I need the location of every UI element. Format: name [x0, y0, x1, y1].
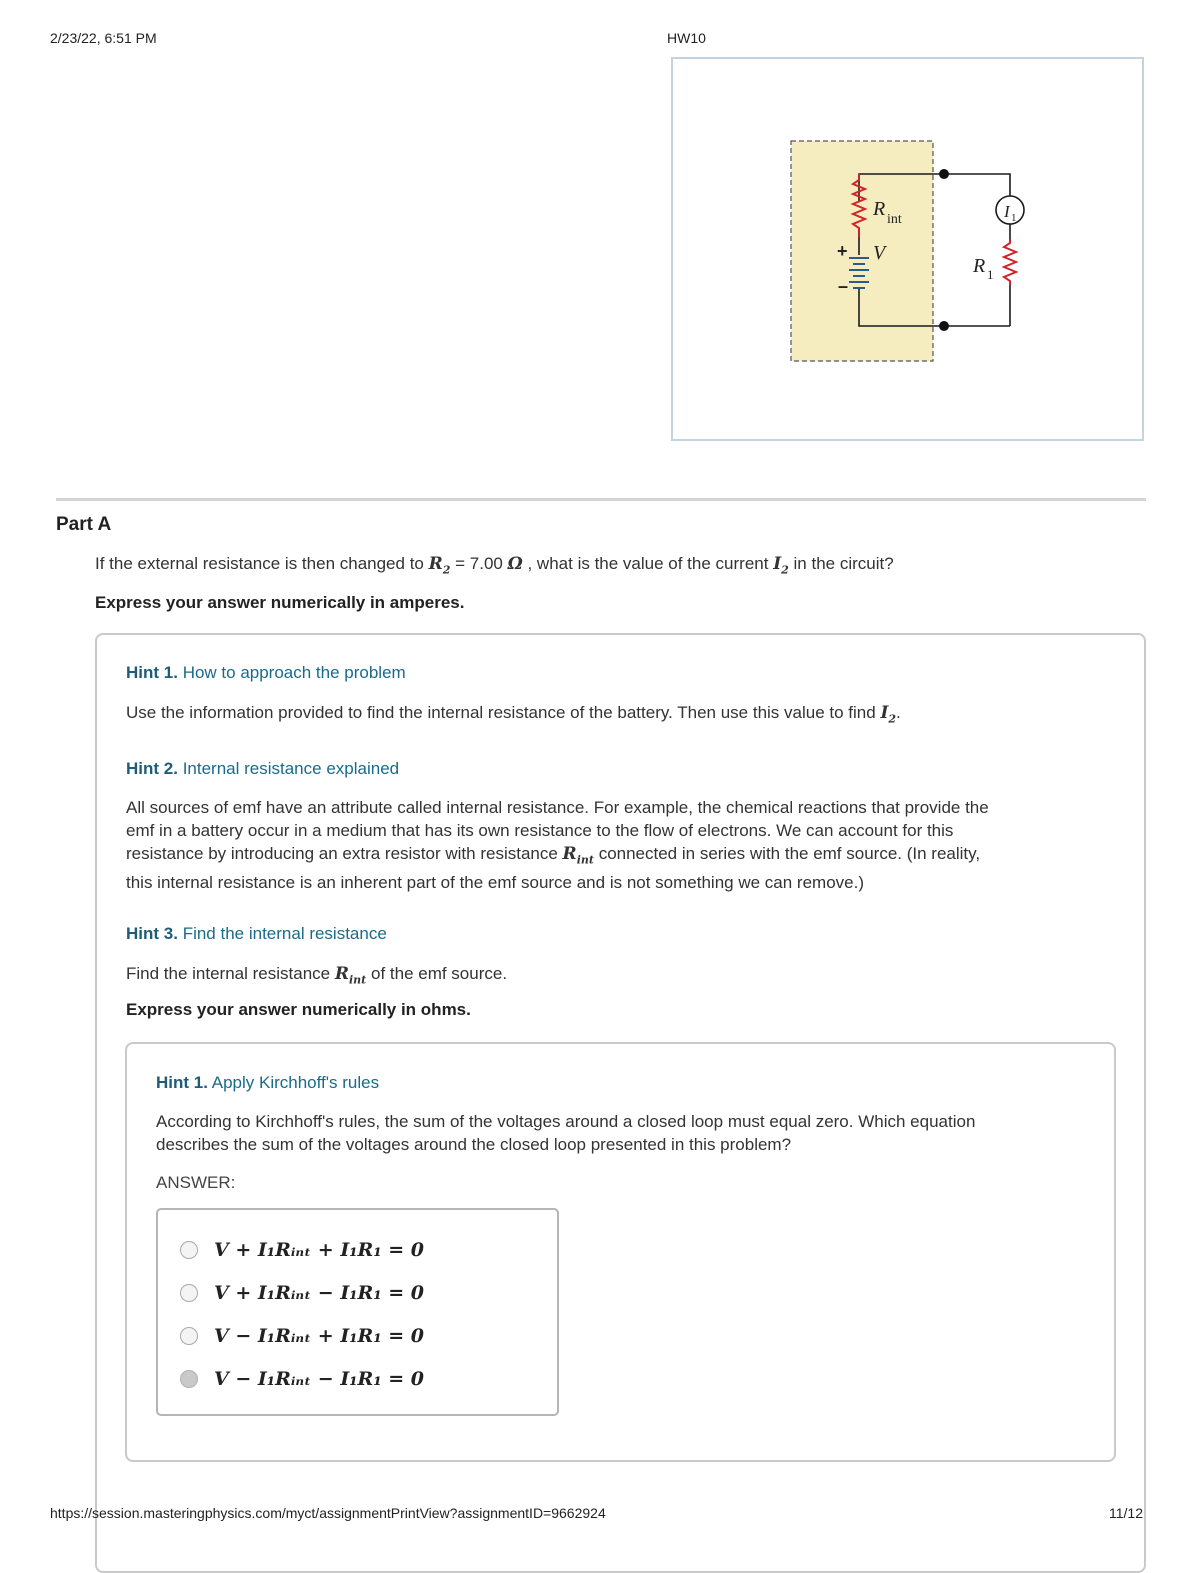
hint-1-body: Use the information provided to find the internal resistance of the battery. Then use this value to find $I_2$.	[126, 703, 901, 726]
label-r-sub: int	[887, 212, 902, 227]
label-meter: I	[1004, 202, 1010, 221]
answer-option-4[interactable]: V − I₁Rᵢₙₜ − I₁R₁ = 0	[180, 1364, 424, 1394]
print-page-title: HW10	[667, 30, 706, 46]
hint-2-body: All sources of emf have an attribute called internal resistance. For example, the chemical reactions that provide the emf in a battery occur in a medium that has its own resistance to the flow of electrons. We can account for this resistance by introducing an extra resistor with resistance $R_{int}$ connected in series with the emf source. (In reality, this internal resistance is an inherent part of the emf source and is not something we can remove.)	[126, 798, 989, 893]
print-datetime: 2/23/22, 6:51 PM	[50, 30, 157, 46]
part-a-title: Part A	[56, 514, 112, 535]
label-plus: +	[837, 241, 848, 261]
answer-options	[156, 1208, 559, 1416]
radio-button[interactable]	[180, 1241, 198, 1259]
circuit-figure	[671, 57, 1144, 441]
load-resistor	[1004, 239, 1016, 285]
radio-button[interactable]	[180, 1327, 198, 1345]
hint-3-body: Find the internal resistance $R_{int}$ of the emf source.	[126, 964, 508, 987]
hint-3-title[interactable]: Hint 3. Find the internal resistance	[126, 924, 387, 943]
ammeter-icon	[996, 196, 1024, 224]
hint-2-title[interactable]: Hint 2. Internal resistance explained	[126, 759, 400, 778]
answer-option-2[interactable]: V + I₁Rᵢₙₜ − I₁R₁ = 0	[180, 1278, 424, 1308]
answer-option-3[interactable]: V − I₁Rᵢₙₜ + I₁R₁ = 0	[180, 1321, 424, 1351]
print-url: https://session.masteringphysics.com/myct/assignmentPrintView?assignmentID=9662924	[50, 1505, 606, 1521]
hint-3-instruction: Express your answer numerically in ohms.	[126, 1000, 471, 1019]
label-meter-sub: 1	[1011, 212, 1017, 224]
label-r1-sub: 1	[987, 267, 994, 282]
hint-1-title[interactable]: Hint 1. How to approach the problem	[126, 663, 406, 682]
print-page-number: 11/12	[1109, 1505, 1143, 1521]
label-minus: –	[838, 276, 849, 296]
label-r1: R	[973, 255, 986, 277]
section-divider	[56, 498, 1146, 501]
sub-hint-1-body: According to Kirchhoff's rules, the sum of the voltages around a closed loop must equal zero. Which equation describes the sum of the voltages around the closed loop presented in this problem?	[156, 1112, 976, 1154]
part-a-instruction: Express your answer numerically in amperes.	[95, 593, 465, 612]
answer-label: ANSWER:	[156, 1173, 236, 1192]
circuit-diagram	[673, 59, 1146, 443]
radio-button[interactable]	[180, 1284, 198, 1302]
node-bottom	[939, 321, 949, 331]
answer-option-1[interactable]: V + I₁Rᵢₙₜ + I₁R₁ = 0	[180, 1235, 424, 1265]
radio-button-selected[interactable]	[180, 1370, 198, 1388]
node-top	[939, 169, 949, 179]
label-voltage: V	[873, 242, 886, 264]
sub-hint-1-title[interactable]: Hint 1. Apply Kirchhoff's rules	[156, 1073, 380, 1092]
label-r: R	[873, 198, 886, 220]
part-a-question: If the external resistance is then changed to $R_2 = 7.00$ Ω , what is the value of the current $I_2$ in the circuit?	[95, 554, 894, 577]
